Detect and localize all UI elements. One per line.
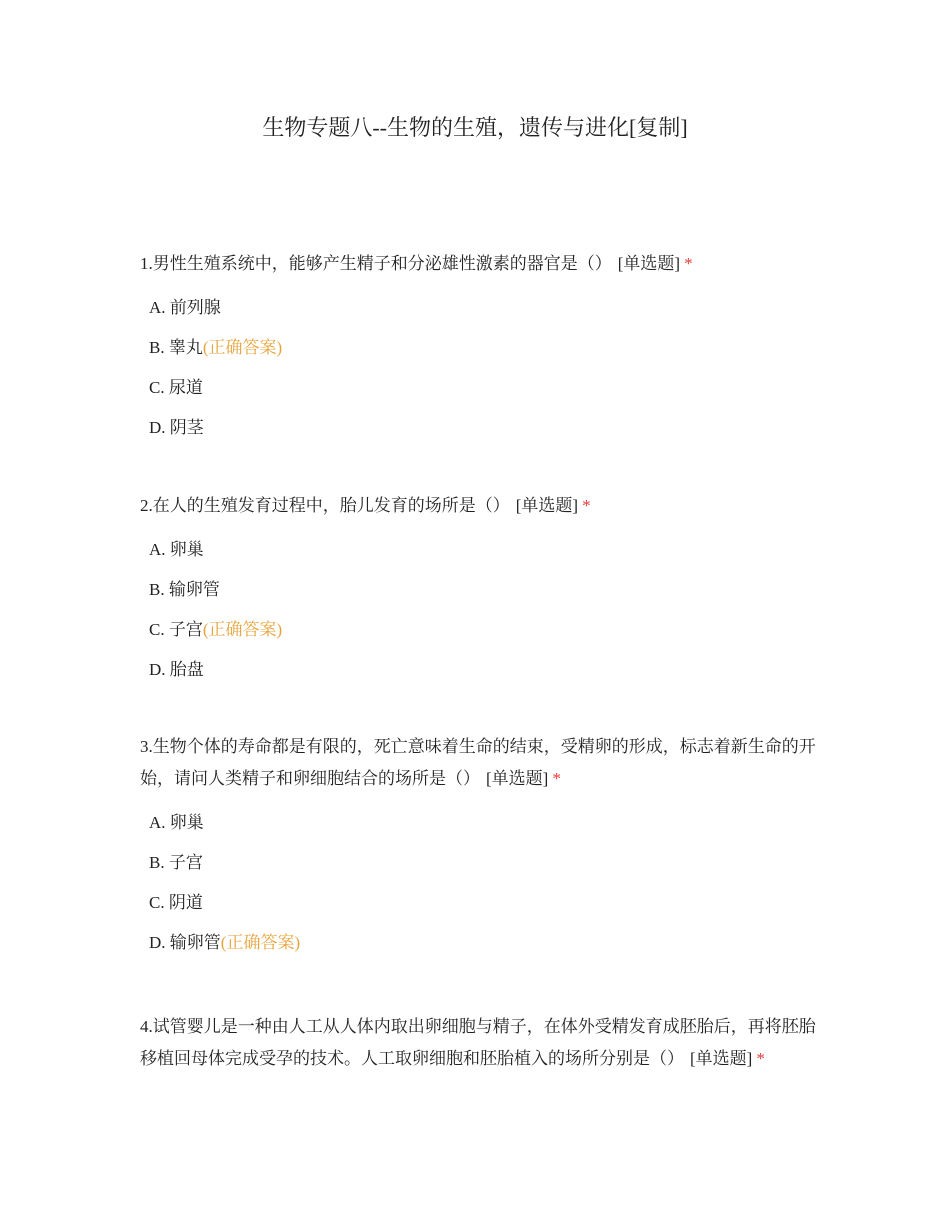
correct-answer-label: (正确答案)	[202, 338, 283, 357]
option-d	[140, 408, 820, 448]
required-mark: *	[552, 769, 561, 788]
option-text: 子宫	[168, 853, 203, 872]
question-1	[140, 248, 820, 448]
option-a	[140, 288, 820, 328]
option-text: 子宫	[168, 620, 203, 639]
options-list	[140, 530, 820, 690]
option-b	[140, 328, 820, 368]
option-letter: C.	[149, 893, 165, 912]
question-1-text	[140, 248, 820, 280]
option-text: 阴道	[168, 893, 203, 912]
option-letter: C.	[149, 620, 165, 639]
option-c	[140, 610, 820, 650]
question-2	[140, 490, 820, 690]
option-c	[140, 368, 820, 408]
correct-answer-label: (正确答案)	[202, 620, 283, 639]
option-letter: C.	[149, 378, 165, 397]
required-mark: *	[582, 496, 591, 515]
option-letter: B.	[149, 853, 165, 872]
question-number: 1.	[140, 254, 153, 273]
question-type-label: [单选题]	[690, 1049, 753, 1068]
option-text: 卵巢	[169, 540, 204, 559]
question-2-text	[140, 490, 820, 522]
question-3-text	[140, 731, 820, 795]
option-letter: A.	[149, 540, 166, 559]
option-letter: D.	[149, 660, 166, 679]
option-text: 输卵管	[168, 580, 220, 599]
option-text: 阴茎	[169, 418, 204, 437]
option-text: 睾丸	[168, 338, 203, 357]
required-mark: *	[684, 254, 693, 273]
question-stem: 生物个体的寿命都是有限的，死亡意味着生命的结束，受精卵的形成，标志着新生命的开始，请问人类精子和卵细胞结合的场所是（）	[140, 737, 816, 788]
option-a	[140, 803, 820, 843]
option-d	[140, 923, 820, 963]
option-text: 卵巢	[169, 813, 204, 832]
option-text: 前列腺	[169, 298, 221, 317]
question-3	[140, 731, 820, 963]
question-type-label: [单选题]	[486, 769, 549, 788]
option-letter: A.	[149, 813, 166, 832]
option-letter: D.	[149, 418, 166, 437]
options-list	[140, 288, 820, 448]
option-letter: B.	[149, 338, 165, 357]
page-title: 生物专题八--生物的生殖，遗传与进化[复制]	[262, 115, 688, 140]
option-b	[140, 843, 820, 883]
question-number: 3.	[140, 737, 153, 756]
option-letter: B.	[149, 580, 165, 599]
option-text: 输卵管	[169, 933, 221, 952]
question-stem: 在人的生殖发育过程中，胎儿发育的场所是（）	[152, 496, 510, 515]
option-d	[140, 650, 820, 690]
question-type-label: [单选题]	[617, 254, 681, 273]
option-c	[140, 883, 820, 923]
option-letter: D.	[149, 933, 166, 952]
option-text: 胎盘	[169, 660, 204, 679]
option-text: 尿道	[168, 378, 203, 397]
option-letter: A.	[149, 298, 166, 317]
option-a	[140, 530, 820, 570]
question-number: 4.	[140, 1017, 153, 1036]
required-mark: *	[756, 1049, 765, 1068]
question-type-label: [单选题]	[515, 496, 579, 515]
question-stem: 男性生殖系统中，能够产生精子和分泌雄性激素的器官是（）	[152, 254, 612, 273]
question-4-text	[140, 1011, 820, 1075]
correct-answer-label: (正确答案)	[220, 933, 301, 952]
option-b	[140, 570, 820, 610]
question-stem: 试管婴儿是一种由人工从人体内取出卵细胞与精子，在体外受精发育成胚胎后，再将胚胎移植回母体完成受孕的技术。人工取卵细胞和胚胎植入的场所分别是（）	[140, 1017, 816, 1068]
options-list	[140, 803, 820, 963]
question-4	[140, 1011, 820, 1075]
question-number: 2.	[140, 496, 153, 515]
